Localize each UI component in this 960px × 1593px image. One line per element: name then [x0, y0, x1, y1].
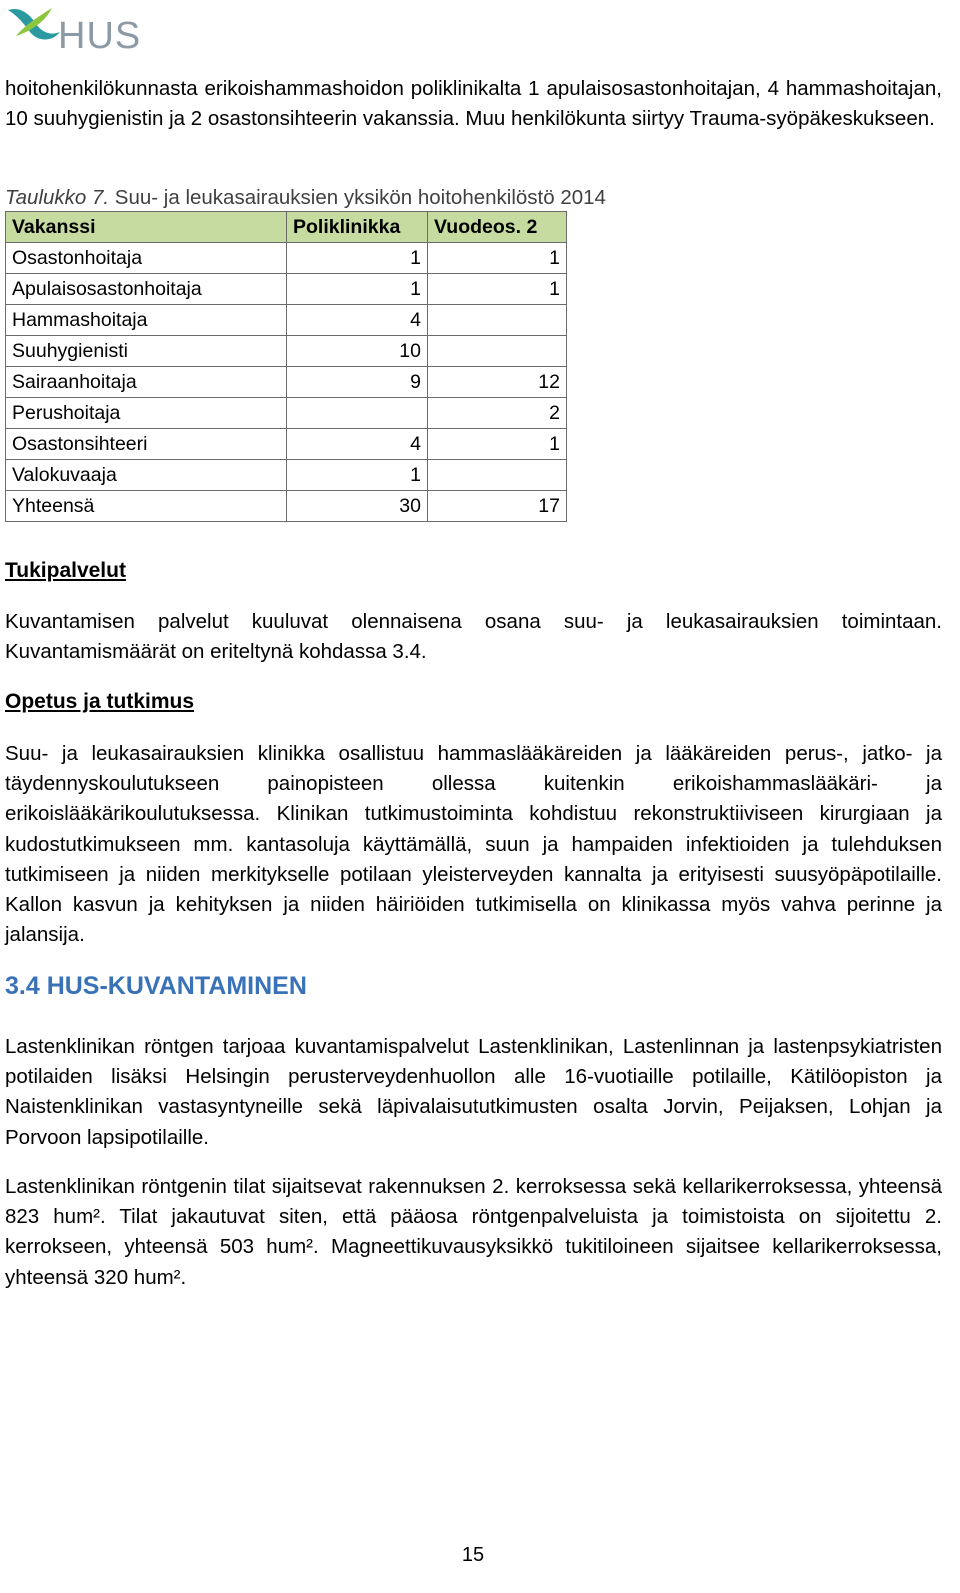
cell-poliklinikka: 10	[287, 336, 428, 367]
table-row	[6, 305, 567, 336]
staff-table-header-row	[6, 212, 567, 243]
cell-poliklinikka: 1	[287, 460, 428, 491]
table-row-total	[6, 491, 567, 522]
table-row	[6, 429, 567, 460]
table-row	[6, 460, 567, 491]
cell-vakanssi: Sairaanhoitaja	[6, 367, 287, 398]
cell-vuodeos: 1	[428, 274, 567, 305]
intro-paragraph: hoitohenkilökunnasta erikoishammashoidon poliklinikalta 1 apulaisosastonhoitajan, 4 hammashoitajan, 10 suuhygienistin ja 2 osastonsihteerin vakanssia. Muu henkilökunta siirtyy Trauma-syöpäkeskukseen.	[5, 77, 942, 131]
table-caption-text: Suu- ja leukasairauksien yksikön hoitohenkilöstö 2014	[109, 186, 606, 209]
tukipalvelut-paragraph: Kuvantamisen palvelut kuuluvat olennaisena osana suu- ja leukasairauksien toimintaan. Kuvantamismäärät on eriteltynä kohdassa 3.4.	[5, 610, 942, 664]
opetus-heading: Opetus ja tutkimus	[5, 690, 195, 713]
cell-poliklinikka: 1	[287, 274, 428, 305]
cell-vakanssi: Osastonhoitaja	[6, 243, 287, 274]
cell-vakanssi: Osastonsihteeri	[6, 429, 287, 460]
header-poliklinikka: Poliklinikka	[287, 212, 428, 243]
cell-vakanssi: Valokuvaaja	[6, 460, 287, 491]
cell-poliklinikka: 9	[287, 367, 428, 398]
cell-vuodeos: 1	[428, 429, 567, 460]
tukipalvelut-heading: Tukipalvelut	[5, 559, 126, 582]
cell-poliklinikka: 30	[287, 491, 428, 522]
cell-poliklinikka	[287, 398, 428, 429]
table-caption-label: Taulukko 7.	[5, 186, 110, 209]
cell-vakanssi: Yhteensä	[6, 491, 287, 522]
table-row	[6, 243, 567, 274]
table-row	[6, 367, 567, 398]
kuvantaminen-paragraph-1: Lastenklinikan röntgen tarjoaa kuvantamispalvelut Lastenklinikan, Lastenlinnan ja lastenpsykiatristen potilaiden lisäksi Helsingin perusterveydenhuollon alle 16-vuotiaille potilaille, Kätilöopiston ja Naistenklinikan vastasyntyneille sekä läpivalaisututkimusten osalta Jorvin, Peijaksen, Lohjan ja Porvoon lapsipotilaille.	[5, 1035, 942, 1149]
cell-vakanssi: Apulaisosastonhoitaja	[6, 274, 287, 305]
page-number: 15	[461, 1544, 485, 1566]
table-row	[6, 274, 567, 305]
header-vakanssi: Vakanssi	[6, 212, 287, 243]
cell-vuodeos: 17	[428, 491, 567, 522]
hus-logo-text: HUS	[58, 15, 142, 57]
cell-vakanssi: Suuhygienisti	[6, 336, 287, 367]
section-heading: 3.4 HUS-KUVANTAMINEN	[5, 972, 307, 1000]
opetus-paragraph: Suu- ja leukasairauksien klinikka osallistuu hammaslääkäreiden ja lääkäreiden perus-, jatko- ja täydennyskoulutukseen painopisteen ollessa kuitenkin erikoishammaslääkäri- ja erikoislääkärikoulutuksessa. Klinikan tutkimustoiminta kohdistuu rekonstruktiiviseen kirurgiaan ja kudostutkimukseen mm. kantasoluja käyttämällä, suun ja hampaiden infektioiden ja tulehduksen tutkimiseen ja niiden merkitykselle potilaan yleisterveyden kannalta ja erityisesti suusyöpäpotilaille. Kallon kasvun ja kehityksen ja niiden häiriöiden tutkimisella on klinikassa myös vahva perinne ja jalansija.	[5, 742, 942, 947]
hus-logo	[6, 2, 156, 60]
table-row	[6, 336, 567, 367]
hus-logo-mark-icon	[6, 2, 62, 48]
cell-poliklinikka: 4	[287, 305, 428, 336]
table-caption	[5, 184, 606, 212]
cell-vuodeos: 12	[428, 367, 567, 398]
cell-poliklinikka: 1	[287, 243, 428, 274]
cell-vuodeos	[428, 305, 567, 336]
cell-vakanssi: Perushoitaja	[6, 398, 287, 429]
kuvantaminen-paragraph-2: Lastenklinikan röntgenin tilat sijaitsevat rakennuksen 2. kerroksessa sekä kellarikerroksessa, yhteensä 823 hum². Tilat jakautuvat siten, että pääosa röntgenpalveluista ja toimistoista on sijoitettu 2. kerrokseen, yhteensä 503 hum². Magneettikuvausyksikkö tukitiloineen sijaitsee kellarikerroksessa, yhteensä 320 hum².	[5, 1175, 942, 1289]
staff-table	[5, 211, 567, 522]
cell-poliklinikka: 4	[287, 429, 428, 460]
table-row	[6, 398, 567, 429]
cell-vuodeos: 1	[428, 243, 567, 274]
cell-vuodeos	[428, 460, 567, 491]
header-vuodeos: Vuodeos. 2	[428, 212, 567, 243]
cell-vakanssi: Hammashoitaja	[6, 305, 287, 336]
cell-vuodeos: 2	[428, 398, 567, 429]
cell-vuodeos	[428, 336, 567, 367]
